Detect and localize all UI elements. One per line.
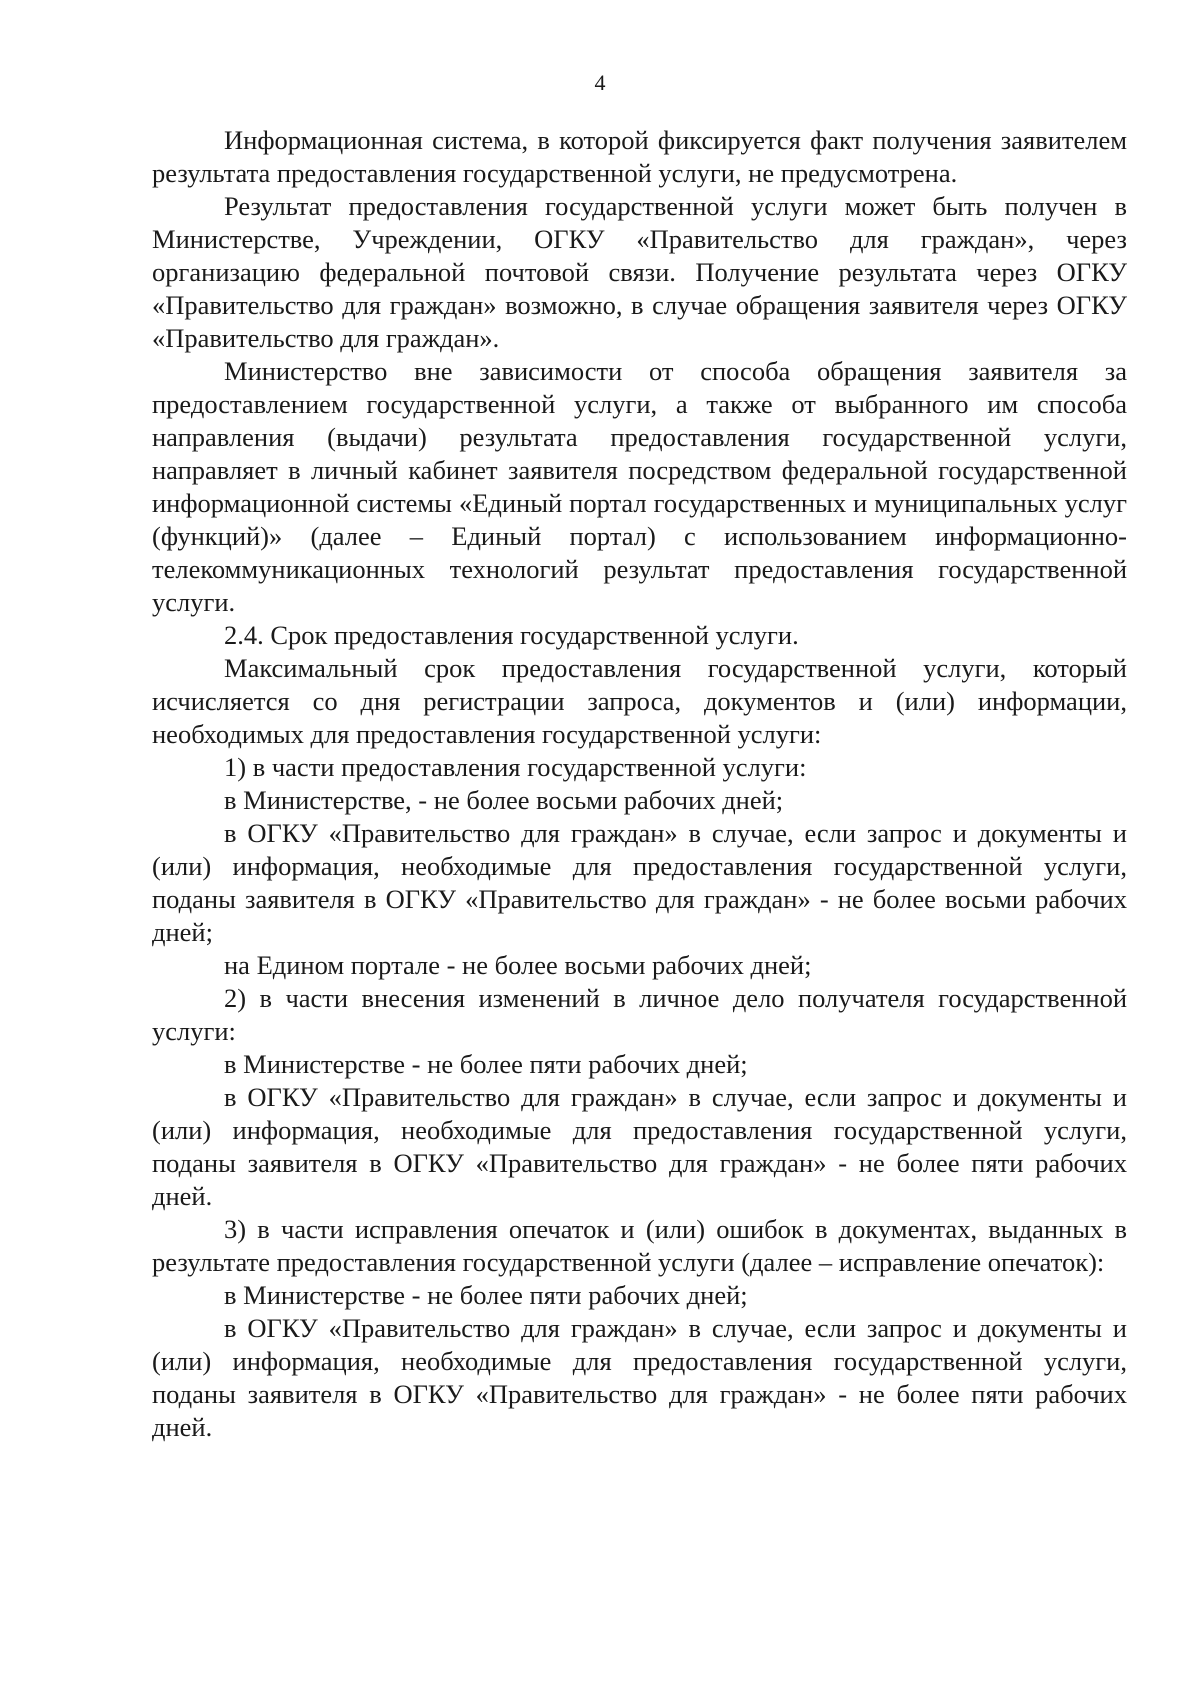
section-heading: 2.4. Срок предоставления государственной услуги. <box>224 620 799 650</box>
paragraph: Максимальный срок предоставления государственной услуги, который исчисляется со дня регистрации запроса, документов и (или) информации, необходимых для предоставления государственной услуги: <box>152 653 1127 749</box>
list-item: 1) в части предоставления государственной услуги: <box>224 752 807 782</box>
list-item: в ОГКУ «Правительство для граждан» в случае, если запрос и документы и (или) информация, необходимые для предоставления государственной услуги, поданы заявителя в ОГКУ «Правительство для граждан» - не более пяти рабочих дней. <box>152 1082 1127 1211</box>
list-item: на Едином портале - не более восьми рабочих дней; <box>224 950 812 980</box>
paragraph: Информационная система, в которой фиксируется факт получения заявителем результата предоставления государственной услуги, не предусмотрена. <box>152 125 1127 188</box>
list-item: 3) в части исправления опечаток и (или) ошибок в документах, выданных в результате предоставления государственной услуги (далее – исправление опечаток): <box>152 1214 1127 1277</box>
list-item: в Министерстве - не более пяти рабочих дней; <box>224 1280 748 1310</box>
paragraph: Министерство вне зависимости от способа обращения заявителя за предоставлением государственной услуги, а также от выбранного им способа направления (выдачи) результата предоставления государственной услуги, направляет в личный кабинет заявителя посредством федеральной государственной информационной системы «Единый портал государственных и муниципальных услуг (функций)» (далее – Единый портал) с использованием информационно-телекоммуникационных технологий результат предоставления государственной услуги. <box>152 356 1127 617</box>
list-item: в Министерстве, - не более восьми рабочих дней; <box>224 785 784 815</box>
list-item: 2) в части внесения изменений в личное дело получателя государственной услуги: <box>152 983 1127 1046</box>
list-item: в ОГКУ «Правительство для граждан» в случае, если запрос и документы и (или) информация, необходимые для предоставления государственной услуги, поданы заявителя в ОГКУ «Правительство для граждан» - не более восьми рабочих дней; <box>152 818 1127 947</box>
page-number: 4 <box>594 70 606 95</box>
list-item: в Министерстве - не более пяти рабочих дней; <box>224 1049 748 1079</box>
list-item: в ОГКУ «Правительство для граждан» в случае, если запрос и документы и (или) информация, необходимые для предоставления государственной услуги, поданы заявителя в ОГКУ «Правительство для граждан» - не более пяти рабочих дней. <box>152 1313 1127 1442</box>
document-body <box>152 124 1127 1444</box>
paragraph: Результат предоставления государственной услуги может быть получен в Министерстве, Учреждении, ОГКУ «Правительство для граждан», через организацию федеральной почтовой связи. Получение результата через ОГКУ «Правительство для граждан» возможно, в случае обращения заявителя через ОГКУ «Правительство для граждан». <box>152 191 1127 353</box>
